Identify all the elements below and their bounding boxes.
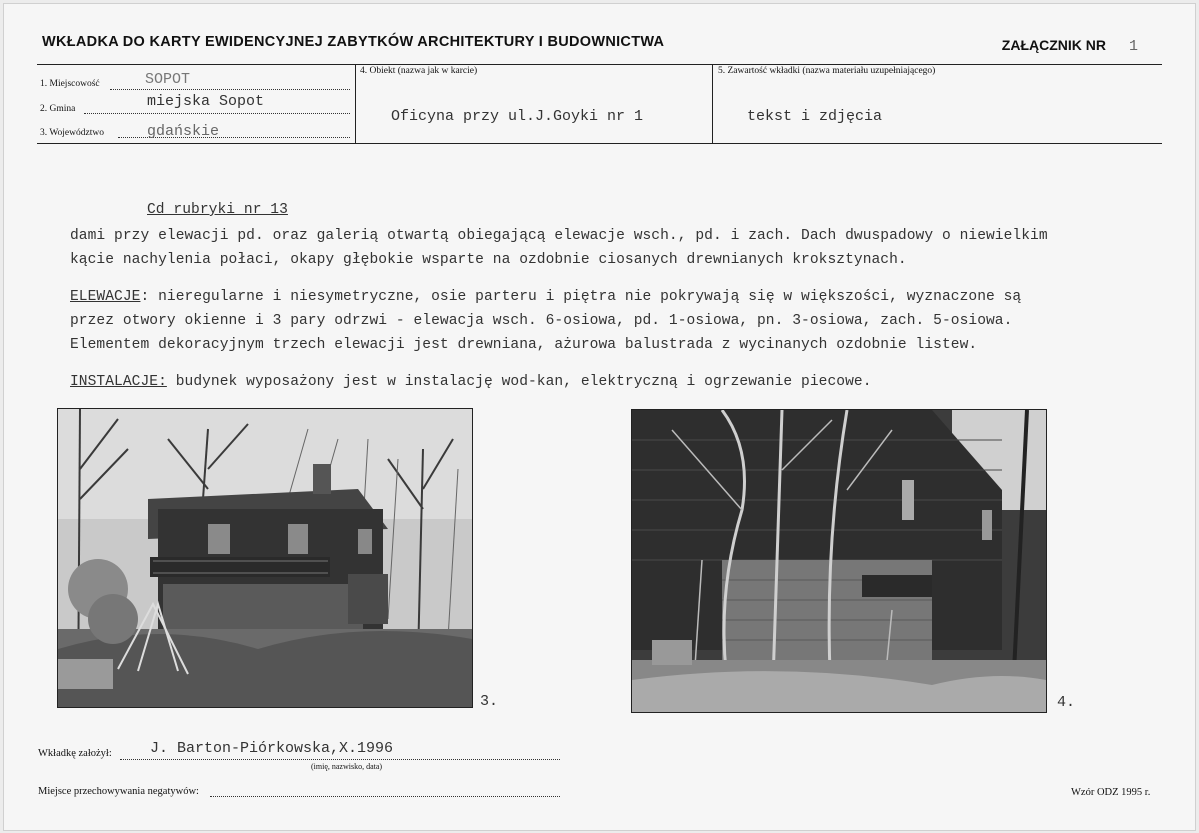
photo-4-number: 4. [1057,694,1076,711]
elevations-line-1: : nieregularne i niesymetryczne, osie parteru i piętra nie pokrywają się w większości, wyznaczone są [140,289,1022,305]
author-value: J. Barton-Piórkowska,X.1996 [150,740,394,757]
body-line-1: dami przy elewacji pd. oraz galerią otwartą obiegającą elewacje wsch., pd. i zach. Dach dwuspadowy o niewielkim [70,228,1048,244]
locality-dots [110,89,350,90]
annex-label: ZAŁĄCZNIK NR [1001,37,1106,53]
table-top-rule [37,64,1162,65]
voivodeship-value: gdańskie [147,123,220,140]
continuation-heading: Cd rubryki nr 13 [147,202,288,218]
record-sheet [3,3,1196,831]
author-hint: (imię, nazwisko, data) [311,762,383,771]
contents-label: 5. Zawartość wkładki (nazwa materiału uzupełniającego) [718,66,936,76]
author-dots [120,759,560,760]
author-label: Wkładkę założył: [38,748,112,759]
form-title: WKŁADKA DO KARTY EWIDENCYJNEJ ZABYTKÓW ARCHITEKTURY I BUDOWNICTWA [42,34,665,50]
photo-4 [631,409,1047,713]
body-line-2: kącie nachylenia połaci, okapy głębokie wsparte na ozdobnie ciosanych drewnianych kroksztynach. [70,252,907,268]
voivodeship-label: 3. Województwo [40,128,104,138]
elevations-line-3: Elementem dekoracyjnym trzech elewacji jest drewniana, ażurowa balustrada z wycinanych ozdobnie listew. [70,337,978,353]
negatives-label: Miejsce przechowywania negatywów: [38,786,199,797]
commune-dots [84,113,350,114]
installations-paragraph [70,374,872,390]
table-bottom-rule [37,143,1162,144]
contents-value: tekst i zdjęcia [747,108,883,125]
commune-label: 2. Gmina [40,104,76,114]
locality-value: SOPOT [145,71,191,88]
table-divider-2 [712,64,713,144]
locality-label: 1. Miejscowość [40,79,100,89]
elevations-paragraph [70,289,1021,305]
installations-line: budynek wyposażony jest w instalację wod-kan, elektryczną i ogrzewanie piecowe. [166,374,872,390]
elevations-line-2: przez otwory okienne i 3 pary odrzwi - elewacja wsch. 6-osiowa, pd. 1-osiowa, pn. 3-osiowa, zach. 5-osiowa. [70,313,1013,329]
object-value: Oficyna przy ul.J.Goyki nr 1 [391,108,644,125]
object-label: 4. Obiekt (nazwa jak w karcie) [360,66,478,76]
negatives-dots [210,796,560,797]
installations-label: INSTALACJE: [70,374,167,390]
form-version: Wzór ODZ 1995 r. [1071,787,1151,798]
annex-number: 1 [1129,38,1139,55]
photo-3 [57,408,473,708]
table-divider-1 [355,64,356,144]
elevations-label: ELEWACJE [70,289,141,305]
commune-value: miejska Sopot [147,93,265,110]
photo-3-number: 3. [480,693,499,710]
